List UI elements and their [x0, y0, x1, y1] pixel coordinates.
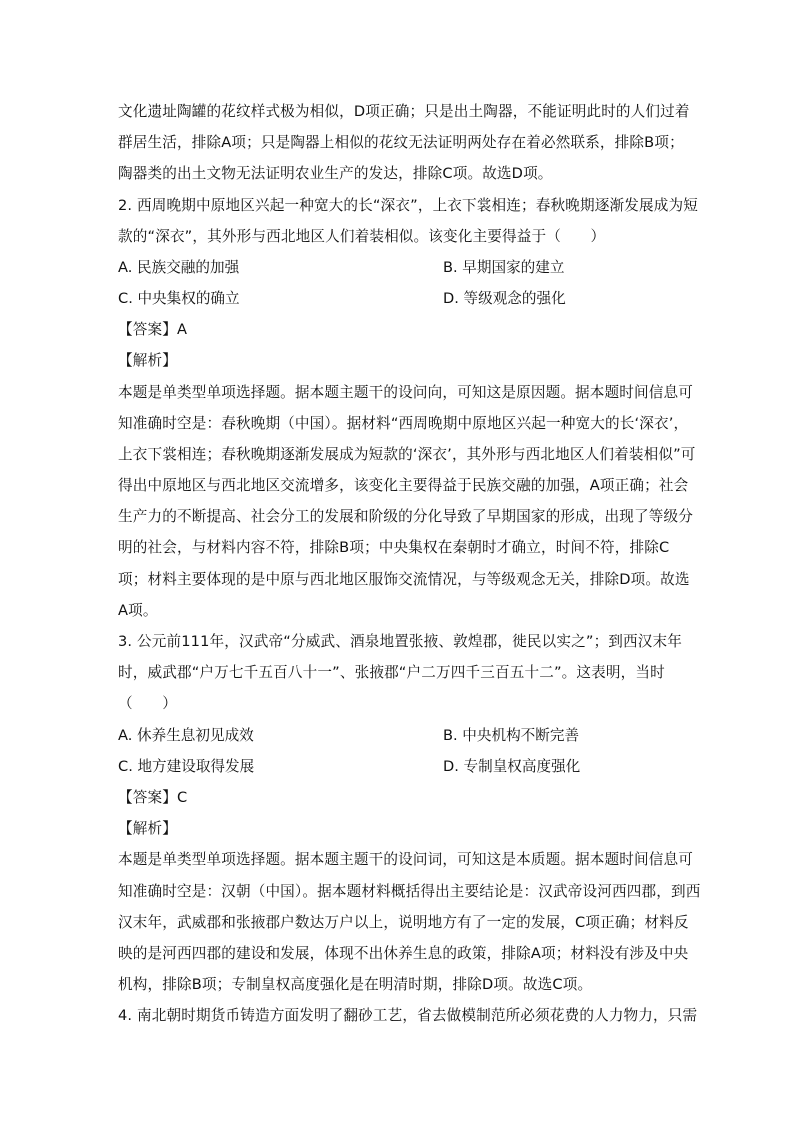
text-line: 陶器类的出土文物无法证明农业生产的发达，排除C项。故选D项。: [118, 165, 553, 182]
q3-option-a: A. 休养生息初见成效: [118, 727, 254, 744]
q2-option-c: C. 中央集权的确立: [118, 290, 240, 307]
q2-option-b: B. 早期国家的建立: [443, 259, 565, 276]
q3-analysis-heading: 【解析】: [118, 820, 177, 837]
q3-option-c: C. 地方建设取得发展: [118, 758, 255, 775]
question-3-stem: （ ）: [118, 695, 177, 712]
q2-analysis-heading: 【解析】: [118, 352, 177, 369]
question-3-stem: 时，威武郡“户万七千五百八十一”、张掖郡“户二万四千三百五十二”。这表明，当时: [118, 664, 665, 681]
text-line: 机构，排除B项；专制皇权高度强化是在明清时期，排除D项。故选C项。: [118, 976, 593, 993]
text-line: 生产力的不断提高、社会分工的发展和阶级的分化导致了早期国家的形成，出现了等级分: [118, 508, 694, 525]
question-2-stem: 2. 西周晚期中原地区兴起一种宽大的长“深衣”，上衣下裳相连；春秋晚期逐渐发展成为短: [118, 197, 698, 214]
text-line: 汉末年，武威郡和张掖郡户数达万户以上，说明地方有了一定的发展，C项正确；材料反: [118, 914, 689, 931]
q2-option-d: D. 等级观念的强化: [443, 290, 566, 307]
text-line: 知准确时空是：春秋晚期（中国）。据材料“西周晚期中原地区兴起一种宽大的长‘深衣’，: [118, 415, 689, 432]
text-line: 映的是河西四郡的建设和发展，体现不出休养生息的政策，排除A项；材料没有涉及中央: [118, 945, 689, 962]
text-line: 明的社会，与材料内容不符，排除B项；中央集权在秦朝时才确立，时间不符，排除C: [118, 539, 670, 556]
text-line: 知准确时空是：汉朝（中国）。据本题材料概括得出主要结论是：汉武帝设河西四郡，到西: [118, 883, 701, 900]
text-line: 项；材料主要体现的是中原与西北地区服饰交流情况，与等级观念无关，排除D项。故选: [118, 571, 690, 588]
q3-option-b: B. 中央机构不断完善: [443, 727, 580, 744]
text-line: 得出中原地区与西北地区交流增多，该变化主要得益于民族交融的加强，A项正确；社会: [118, 477, 689, 494]
q2-option-a: A. 民族交融的加强: [118, 259, 240, 276]
question-2-stem: 款的“深衣”，其外形与西北地区人们着装相似。该变化主要得益于（ ）: [118, 228, 606, 245]
text-line: 本题是单类型单项选择题。据本题主题干的设问词，可知这是本质题。据本题时间信息可: [118, 851, 694, 868]
text-line: 上衣下裳相连；春秋晚期逐渐发展成为短款的‘深衣’，其外形与西北地区人们着装相似”可: [118, 446, 696, 463]
text-line: 文化遗址陶罐的花纹样式极为相似，D项正确；只是出土陶器，不能证明此时的人们过着: [118, 103, 690, 120]
text-line: 本题是单类型单项选择题。据本题主题干的设问向，可知这是原因题。据本题时间信息可: [118, 384, 694, 401]
text-line: 群居生活，排除A项；只是陶器上相似的花纹无法证明两处存在着必然联系，排除B项；: [118, 134, 684, 151]
q3-option-d: D. 专制皇权高度强化: [443, 758, 581, 775]
q3-answer: 【答案】C: [118, 789, 188, 806]
text-line: A项。: [118, 602, 158, 619]
question-3-stem: 3. 公元前111年，汉武帝“分威武、酒泉地置张掖、敦煌郡，徙民以实之”；到西汉末年: [118, 633, 683, 650]
q2-answer: 【答案】A: [118, 321, 188, 338]
question-4-stem: 4. 南北朝时期货币铸造方面发明了翻砂工艺，省去做模制范所必须花费的人力物力，只需: [118, 1007, 698, 1024]
